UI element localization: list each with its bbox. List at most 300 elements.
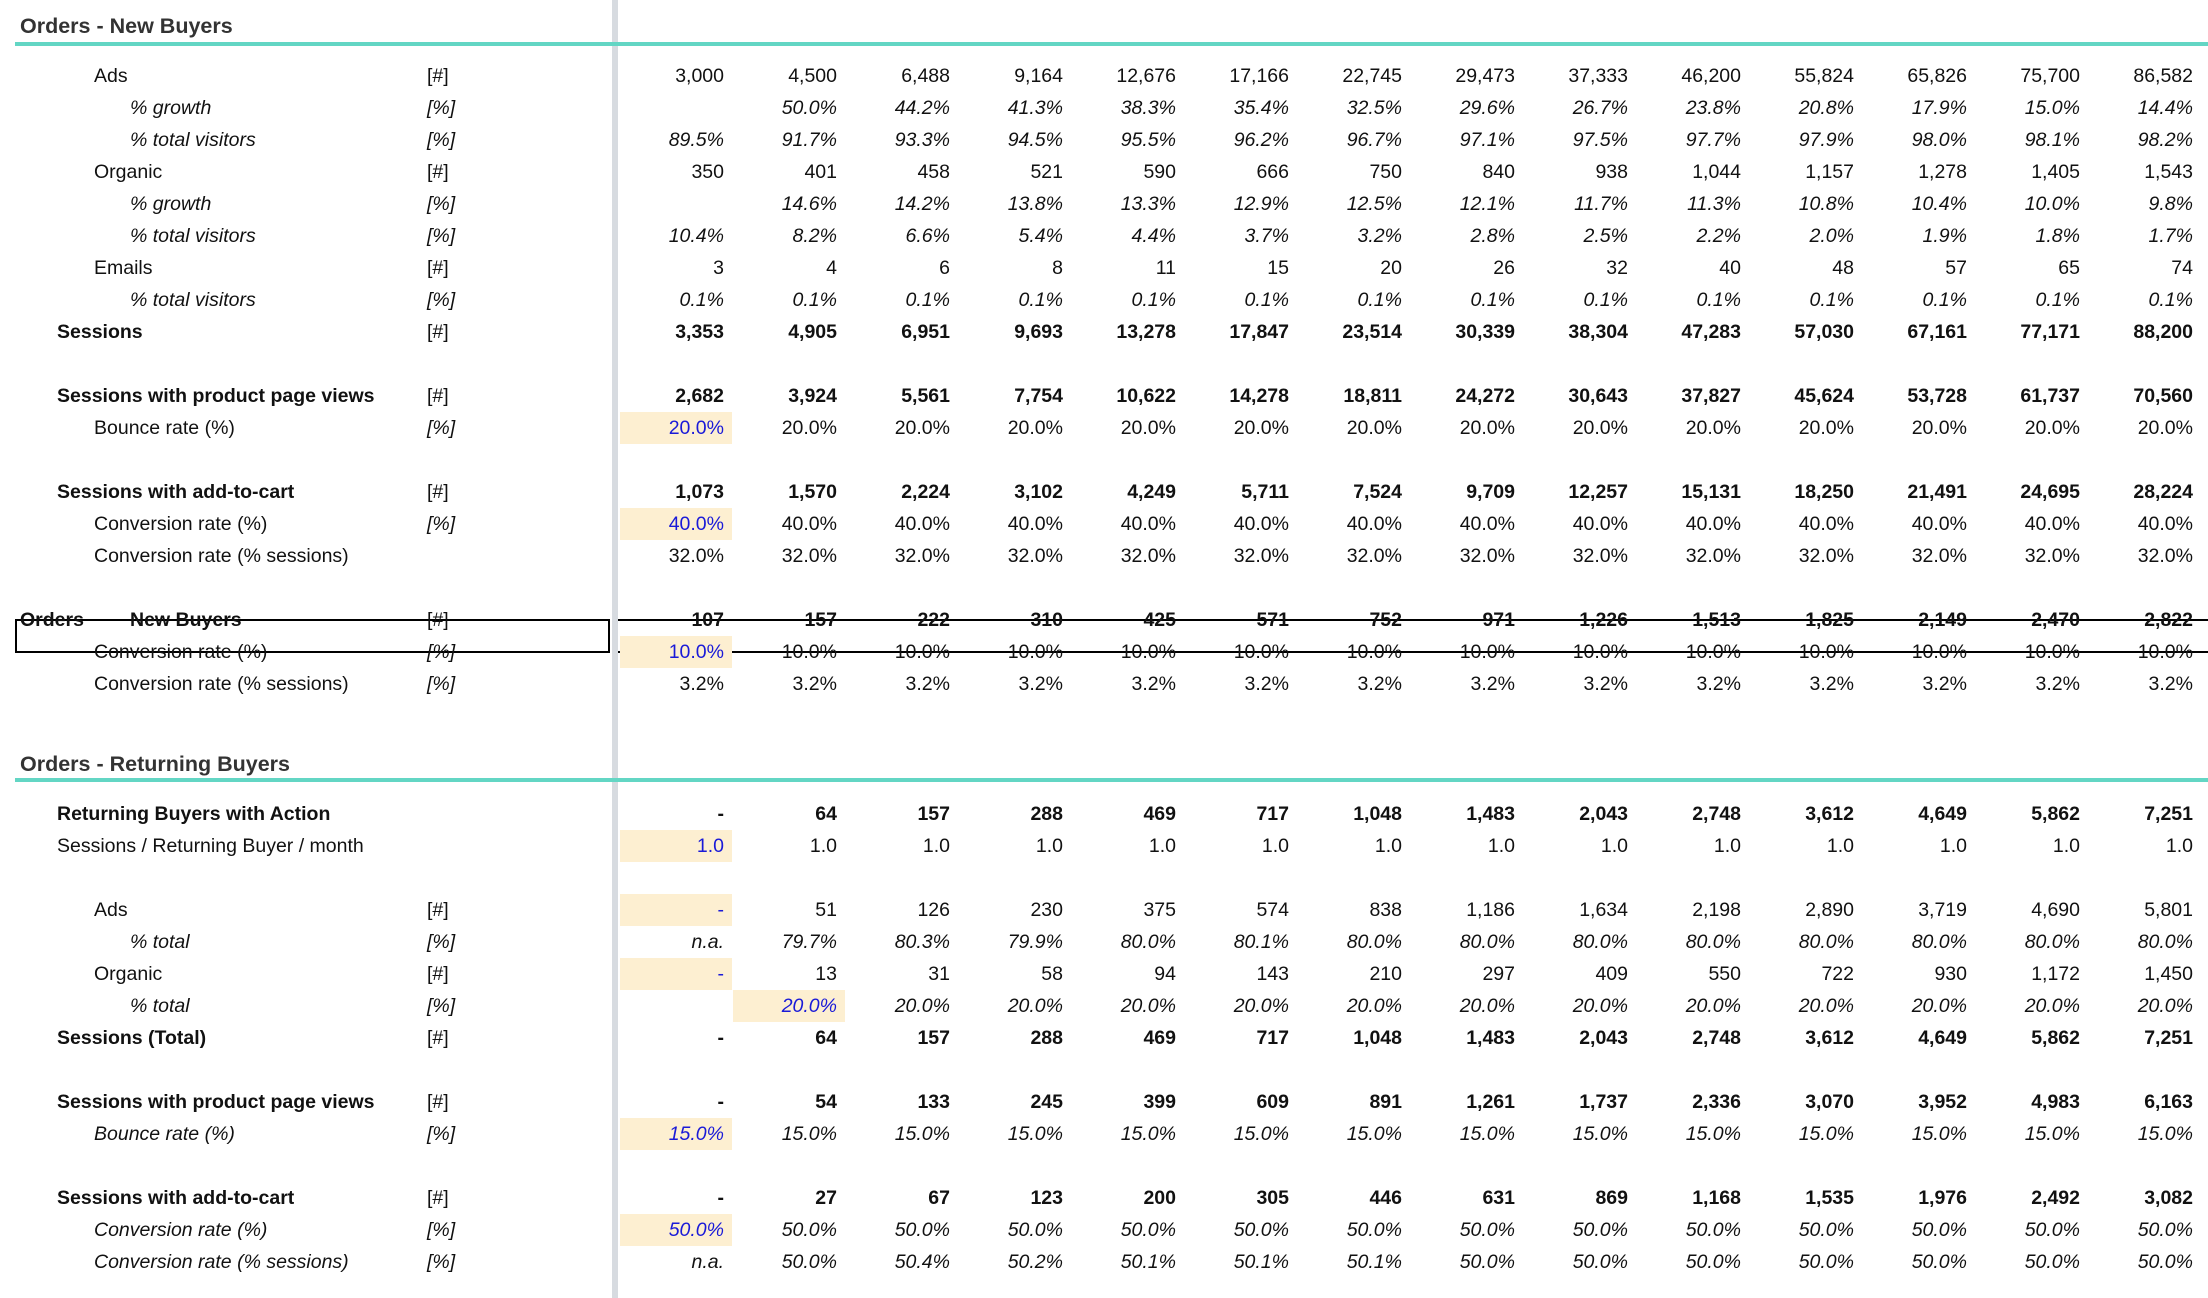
value-cell[interactable]: 1,535	[1805, 1187, 1854, 1209]
value-cell[interactable]: 8.2%	[792, 225, 837, 247]
value-cell[interactable]: -	[717, 1027, 724, 1049]
value-cell[interactable]: 869	[1595, 1187, 1628, 1209]
value-cell[interactable]: 50.0%	[781, 1251, 837, 1273]
value-cell[interactable]: 3,000	[675, 65, 724, 87]
value-cell[interactable]: 2,748	[1692, 803, 1741, 825]
value-cell[interactable]: 15.0%	[1233, 1123, 1289, 1145]
value-cell[interactable]: 3.2%	[1357, 225, 1402, 247]
value-cell[interactable]: 4,649	[1918, 803, 1967, 825]
value-cell[interactable]: 80.0%	[1798, 931, 1854, 953]
value-cell[interactable]: 13.3%	[1120, 193, 1176, 215]
row-unit[interactable]: [%]	[427, 931, 456, 953]
value-cell[interactable]: 20.0%	[894, 995, 950, 1017]
value-cell[interactable]: n.a.	[691, 1251, 724, 1273]
value-cell[interactable]: 2.2%	[1696, 225, 1741, 247]
value-cell[interactable]: 28,224	[2133, 481, 2193, 503]
row-label[interactable]: % total	[130, 931, 190, 953]
value-cell[interactable]: 32.0%	[1007, 545, 1063, 567]
value-cell[interactable]: 50.0%	[1459, 1251, 1515, 1273]
value-cell[interactable]: 40.0%	[2137, 513, 2193, 535]
value-cell[interactable]: 200	[1143, 1187, 1176, 1209]
value-cell[interactable]: 32.0%	[894, 545, 950, 567]
value-cell[interactable]: 10.0%	[2137, 641, 2193, 663]
value-cell[interactable]: 75,700	[2020, 65, 2080, 87]
value-cell[interactable]: 96.2%	[1233, 129, 1289, 151]
value-cell[interactable]: 1,261	[1466, 1091, 1515, 1113]
value-cell[interactable]: 20.0%	[1120, 995, 1176, 1017]
value-cell[interactable]: 3,082	[2144, 1187, 2193, 1209]
value-cell[interactable]: 20.0%	[1798, 417, 1854, 439]
value-cell[interactable]: 1.0	[1939, 835, 1967, 857]
value-cell[interactable]: 32	[1606, 257, 1628, 279]
value-cell[interactable]: 98.1%	[2024, 129, 2080, 151]
value-cell[interactable]: 21,491	[1907, 481, 1967, 503]
value-cell[interactable]: 3,924	[788, 385, 837, 407]
value-cell[interactable]: 1,048	[1353, 803, 1402, 825]
value-cell[interactable]: 29,473	[1455, 65, 1515, 87]
value-cell[interactable]: 79.7%	[781, 931, 837, 953]
row-label[interactable]: Conversion rate (%)	[94, 1219, 268, 1241]
value-cell[interactable]: 123	[1030, 1187, 1063, 1209]
value-cell[interactable]: 752	[1369, 609, 1402, 631]
value-cell[interactable]: 79.9%	[1007, 931, 1063, 953]
value-cell[interactable]: 1.0	[922, 835, 950, 857]
value-cell[interactable]: 15.0%	[1007, 1123, 1063, 1145]
row-label[interactable]: Sessions with product page views	[57, 385, 375, 407]
input-cell[interactable]: -	[620, 894, 732, 926]
value-cell[interactable]: 288	[1030, 803, 1063, 825]
value-cell[interactable]: 50.0%	[1120, 1219, 1176, 1241]
row-label-secondary[interactable]: New Buyers	[130, 609, 242, 631]
value-cell[interactable]: 80.1%	[1233, 931, 1289, 953]
value-cell[interactable]: 0.1%	[1696, 289, 1741, 311]
value-cell[interactable]: 74	[2171, 257, 2193, 279]
row-label[interactable]: % total visitors	[130, 225, 256, 247]
value-cell[interactable]: n.a.	[691, 931, 724, 953]
value-cell[interactable]: 3.2%	[1922, 673, 1967, 695]
value-cell[interactable]: 6,951	[901, 321, 950, 343]
value-cell[interactable]: 50.0%	[1685, 1251, 1741, 1273]
value-cell[interactable]: 0.1%	[679, 289, 724, 311]
value-cell[interactable]: 20.0%	[1007, 995, 1063, 1017]
value-cell[interactable]: 40	[1719, 257, 1741, 279]
value-cell[interactable]: 10.0%	[894, 641, 950, 663]
value-cell[interactable]: 91.7%	[781, 129, 837, 151]
value-cell[interactable]: 23.8%	[1685, 97, 1741, 119]
value-cell[interactable]: 40.0%	[2024, 513, 2080, 535]
value-cell[interactable]	[620, 92, 732, 124]
row-label[interactable]: Organic	[94, 161, 163, 183]
value-cell[interactable]: 40.0%	[894, 513, 950, 535]
value-cell[interactable]: 2.5%	[1583, 225, 1628, 247]
value-cell[interactable]: 5,862	[2031, 803, 2080, 825]
row-unit[interactable]: [%]	[427, 193, 456, 215]
value-cell[interactable]: 409	[1595, 963, 1628, 985]
value-cell[interactable]: 469	[1143, 1027, 1176, 1049]
value-cell[interactable]: 2,198	[1692, 899, 1741, 921]
value-cell[interactable]: 26.7%	[1572, 97, 1628, 119]
value-cell[interactable]: 14,278	[1229, 385, 1289, 407]
value-cell[interactable]: 2.8%	[1470, 225, 1515, 247]
value-cell[interactable]: 50.0%	[1572, 1251, 1628, 1273]
value-cell[interactable]: 24,695	[2020, 481, 2080, 503]
value-cell[interactable]: 1.0	[809, 835, 837, 857]
value-cell[interactable]: 20.0%	[1346, 417, 1402, 439]
value-cell[interactable]: 609	[1256, 1091, 1289, 1113]
value-cell[interactable]: 15.0%	[2137, 1123, 2193, 1145]
value-cell[interactable]: 1,073	[675, 481, 724, 503]
value-cell[interactable]: 4,649	[1918, 1027, 1967, 1049]
value-cell[interactable]: 10.0%	[1911, 641, 1967, 663]
row-unit[interactable]: [%]	[427, 1219, 456, 1241]
value-cell[interactable]: 20.0%	[2024, 417, 2080, 439]
value-cell[interactable]: 3.2%	[905, 673, 950, 695]
value-cell[interactable]: 98.2%	[2137, 129, 2193, 151]
value-cell[interactable]: 12.9%	[1233, 193, 1289, 215]
value-cell[interactable]: 50.0%	[1572, 1219, 1628, 1241]
value-cell[interactable]: 1,825	[1805, 609, 1854, 631]
row-unit[interactable]: [%]	[427, 641, 456, 663]
value-cell[interactable]: 44.2%	[894, 97, 950, 119]
value-cell[interactable]: 96.7%	[1346, 129, 1402, 151]
value-cell[interactable]: 10.0%	[1120, 641, 1176, 663]
value-cell[interactable]: 47,283	[1681, 321, 1741, 343]
value-cell[interactable]: 9.8%	[2148, 193, 2193, 215]
value-cell[interactable]: 2,682	[675, 385, 724, 407]
value-cell[interactable]: 50.4%	[894, 1251, 950, 1273]
value-cell[interactable]: 4,500	[788, 65, 837, 87]
value-cell[interactable]: 13,278	[1116, 321, 1176, 343]
value-cell[interactable]: 15.0%	[1911, 1123, 1967, 1145]
value-cell[interactable]: 938	[1595, 161, 1628, 183]
value-cell[interactable]: 550	[1708, 963, 1741, 985]
value-cell[interactable]: 0.1%	[1244, 289, 1289, 311]
value-cell[interactable]: 143	[1256, 963, 1289, 985]
value-cell[interactable]: 750	[1369, 161, 1402, 183]
value-cell[interactable]: 1,226	[1579, 609, 1628, 631]
value-cell[interactable]: 32.0%	[1459, 545, 1515, 567]
value-cell[interactable]: 5,801	[2144, 899, 2193, 921]
value-cell[interactable]: 32.0%	[1685, 545, 1741, 567]
value-cell[interactable]: 97.1%	[1459, 129, 1515, 151]
value-cell[interactable]: 210	[1369, 963, 1402, 985]
value-cell[interactable]: 717	[1256, 803, 1289, 825]
value-cell[interactable]: 521	[1030, 161, 1063, 183]
row-label[interactable]: % growth	[130, 97, 212, 119]
value-cell[interactable]: 10.0%	[1798, 641, 1854, 663]
value-cell[interactable]: 40.0%	[1911, 513, 1967, 535]
value-cell[interactable]: 3	[713, 257, 724, 279]
value-cell[interactable]: 2,149	[1918, 609, 1967, 631]
value-cell[interactable]: 126	[917, 899, 950, 921]
row-label[interactable]: Conversion rate (% sessions)	[94, 1251, 349, 1273]
value-cell[interactable]: 50.0%	[1233, 1219, 1289, 1241]
value-cell[interactable]: 590	[1143, 161, 1176, 183]
value-cell[interactable]: 20.8%	[1798, 97, 1854, 119]
value-cell[interactable]: 20.0%	[1572, 995, 1628, 1017]
value-cell[interactable]	[620, 990, 732, 1022]
value-cell[interactable]: 2,492	[2031, 1187, 2080, 1209]
value-cell[interactable]: 3,353	[675, 321, 724, 343]
value-cell[interactable]: 1,048	[1353, 1027, 1402, 1049]
value-cell[interactable]: 40.0%	[1120, 513, 1176, 535]
row-label[interactable]: Sessions with product page views	[57, 1091, 375, 1113]
value-cell[interactable]: 1,278	[1918, 161, 1967, 183]
value-cell[interactable]: 1,737	[1579, 1091, 1628, 1113]
value-cell[interactable]: 3,612	[1805, 803, 1854, 825]
input-cell[interactable]: 20.0%	[733, 990, 845, 1022]
value-cell[interactable]	[620, 188, 732, 220]
value-cell[interactable]: 3.2%	[2035, 673, 2080, 695]
value-cell[interactable]: 50.0%	[1911, 1219, 1967, 1241]
row-unit[interactable]: [#]	[427, 899, 449, 921]
value-cell[interactable]: 50.1%	[1120, 1251, 1176, 1273]
row-label[interactable]: Organic	[94, 963, 163, 985]
value-cell[interactable]: 15.0%	[1798, 1123, 1854, 1145]
value-cell[interactable]: 32.0%	[1346, 545, 1402, 567]
value-cell[interactable]: 20.0%	[1120, 417, 1176, 439]
row-label[interactable]: Bounce rate (%)	[94, 1123, 235, 1145]
value-cell[interactable]: 15,131	[1681, 481, 1741, 503]
row-label[interactable]: Sessions with add-to-cart	[57, 481, 295, 503]
row-unit[interactable]	[427, 540, 517, 572]
value-cell[interactable]: 5.4%	[1018, 225, 1063, 247]
value-cell[interactable]: 38.3%	[1120, 97, 1176, 119]
value-cell[interactable]: 65	[2058, 257, 2080, 279]
value-cell[interactable]: 80.0%	[1346, 931, 1402, 953]
value-cell[interactable]: 50.0%	[1459, 1219, 1515, 1241]
value-cell[interactable]: 3,612	[1805, 1027, 1854, 1049]
value-cell[interactable]: 1.0	[1826, 835, 1854, 857]
value-cell[interactable]: 7,754	[1014, 385, 1063, 407]
value-cell[interactable]: 29.6%	[1459, 97, 1515, 119]
value-cell[interactable]: 12,257	[1568, 481, 1628, 503]
value-cell[interactable]: 305	[1256, 1187, 1289, 1209]
value-cell[interactable]: 15.0%	[781, 1123, 837, 1145]
value-cell[interactable]: 97.7%	[1685, 129, 1741, 151]
value-cell[interactable]: 10.0%	[1572, 641, 1628, 663]
value-cell[interactable]: 350	[691, 161, 724, 183]
value-cell[interactable]: 10.0%	[2024, 641, 2080, 663]
value-cell[interactable]: 401	[804, 161, 837, 183]
value-cell[interactable]: 1,172	[2031, 963, 2080, 985]
value-cell[interactable]: 1,405	[2031, 161, 2080, 183]
value-cell[interactable]: 38,304	[1568, 321, 1628, 343]
value-cell[interactable]: 17.9%	[1911, 97, 1967, 119]
value-cell[interactable]: 9,693	[1014, 321, 1063, 343]
value-cell[interactable]: 717	[1256, 1027, 1289, 1049]
value-cell[interactable]: 12,676	[1116, 65, 1176, 87]
value-cell[interactable]: 15.0%	[2024, 1123, 2080, 1145]
value-cell[interactable]: 40.0%	[1572, 513, 1628, 535]
value-cell[interactable]: 13	[815, 963, 837, 985]
row-label[interactable]: Sessions (Total)	[57, 1027, 207, 1049]
value-cell[interactable]: 3,102	[1014, 481, 1063, 503]
row-label[interactable]: Orders	[20, 609, 84, 631]
value-cell[interactable]: 32.0%	[1572, 545, 1628, 567]
value-cell[interactable]: 20.0%	[1346, 995, 1402, 1017]
value-cell[interactable]: 40.0%	[1233, 513, 1289, 535]
value-cell[interactable]: 133	[917, 1091, 950, 1113]
value-cell[interactable]: 40.0%	[1459, 513, 1515, 535]
value-cell[interactable]: 80.0%	[2137, 931, 2193, 953]
input-cell[interactable]: 1.0	[620, 830, 732, 862]
value-cell[interactable]: 14.6%	[781, 193, 837, 215]
value-cell[interactable]: 15.0%	[894, 1123, 950, 1145]
value-cell[interactable]: 80.0%	[2024, 931, 2080, 953]
value-cell[interactable]: 67,161	[1907, 321, 1967, 343]
value-cell[interactable]: 157	[917, 803, 950, 825]
value-cell[interactable]: 1,570	[788, 481, 837, 503]
value-cell[interactable]: 55,824	[1794, 65, 1854, 87]
value-cell[interactable]: 297	[1482, 963, 1515, 985]
value-cell[interactable]: 20.0%	[2137, 995, 2193, 1017]
value-cell[interactable]: 3.2%	[792, 673, 837, 695]
value-cell[interactable]: 86,582	[2133, 65, 2193, 87]
value-cell[interactable]: 41.3%	[1007, 97, 1063, 119]
value-cell[interactable]: 230	[1030, 899, 1063, 921]
row-label[interactable]: % total visitors	[130, 289, 256, 311]
value-cell[interactable]: 20.0%	[1798, 995, 1854, 1017]
value-cell[interactable]: 1.0	[1487, 835, 1515, 857]
value-cell[interactable]: 18,250	[1794, 481, 1854, 503]
value-cell[interactable]: 48	[1832, 257, 1854, 279]
value-cell[interactable]: 32.0%	[668, 545, 724, 567]
value-cell[interactable]: 17,166	[1229, 65, 1289, 87]
value-cell[interactable]: 375	[1143, 899, 1176, 921]
value-cell[interactable]: 50.1%	[1346, 1251, 1402, 1273]
value-cell[interactable]: 6,163	[2144, 1091, 2193, 1113]
value-cell[interactable]: 11	[1155, 257, 1176, 279]
value-cell[interactable]: 2,336	[1692, 1091, 1741, 1113]
value-cell[interactable]: 40.0%	[1007, 513, 1063, 535]
value-cell[interactable]: 9,164	[1014, 65, 1063, 87]
value-cell[interactable]: 722	[1821, 963, 1854, 985]
value-cell[interactable]: 2,224	[901, 481, 950, 503]
value-cell[interactable]: 2,822	[2144, 609, 2193, 631]
value-cell[interactable]: 94	[1154, 963, 1176, 985]
row-unit[interactable]: [#]	[427, 65, 449, 87]
value-cell[interactable]: 0.1%	[1357, 289, 1402, 311]
value-cell[interactable]: 64	[815, 1027, 837, 1049]
value-cell[interactable]: 50.0%	[1007, 1219, 1063, 1241]
row-unit[interactable]: [%]	[427, 673, 456, 695]
value-cell[interactable]: 50.0%	[2137, 1251, 2193, 1273]
value-cell[interactable]: 1,168	[1692, 1187, 1741, 1209]
row-label[interactable]: Conversion rate (%)	[94, 641, 268, 663]
value-cell[interactable]: 288	[1030, 1027, 1063, 1049]
value-cell[interactable]: 11.7%	[1574, 193, 1628, 215]
value-cell[interactable]: 2,890	[1805, 899, 1854, 921]
input-cell[interactable]: 15.0%	[620, 1118, 732, 1150]
value-cell[interactable]: 40.0%	[1346, 513, 1402, 535]
value-cell[interactable]: 10.0%	[2024, 193, 2080, 215]
value-cell[interactable]: 14.2%	[894, 193, 950, 215]
value-cell[interactable]: 838	[1369, 899, 1402, 921]
row-label[interactable]: Sessions with add-to-cart	[57, 1187, 295, 1209]
value-cell[interactable]: -	[717, 1091, 724, 1113]
value-cell[interactable]: 20.0%	[2137, 417, 2193, 439]
value-cell[interactable]: 1,157	[1805, 161, 1854, 183]
value-cell[interactable]: 1.0	[1148, 835, 1176, 857]
value-cell[interactable]: 30,339	[1455, 321, 1515, 343]
value-cell[interactable]: 1.8%	[2035, 225, 2080, 247]
value-cell[interactable]: 50.0%	[2137, 1219, 2193, 1241]
value-cell[interactable]: 51	[815, 899, 837, 921]
row-unit[interactable]: [%]	[427, 417, 456, 439]
value-cell[interactable]: 12.5%	[1346, 193, 1402, 215]
value-cell[interactable]: 5,711	[1241, 481, 1289, 503]
value-cell[interactable]: 2,470	[2031, 609, 2080, 631]
value-cell[interactable]: 20.0%	[1233, 417, 1289, 439]
value-cell[interactable]: 0.1%	[1583, 289, 1628, 311]
value-cell[interactable]: 20.0%	[1459, 995, 1515, 1017]
row-unit[interactable]: [%]	[427, 225, 456, 247]
value-cell[interactable]: 20.0%	[1911, 995, 1967, 1017]
value-cell[interactable]: 37,333	[1568, 65, 1628, 87]
value-cell[interactable]: 1,976	[1918, 1187, 1967, 1209]
value-cell[interactable]: 97.9%	[1798, 129, 1854, 151]
value-cell[interactable]: 32.0%	[1798, 545, 1854, 567]
value-cell[interactable]: 17,847	[1229, 321, 1289, 343]
value-cell[interactable]: 1.0	[1035, 835, 1063, 857]
value-cell[interactable]: 50.0%	[2024, 1219, 2080, 1241]
value-cell[interactable]: 70,560	[2133, 385, 2193, 407]
value-cell[interactable]: 45,624	[1794, 385, 1854, 407]
value-cell[interactable]: 27	[815, 1187, 837, 1209]
value-cell[interactable]: 1,450	[2144, 963, 2193, 985]
value-cell[interactable]: 22,745	[1342, 65, 1402, 87]
value-cell[interactable]: 98.0%	[1911, 129, 1967, 151]
value-cell[interactable]: 0.1%	[1470, 289, 1515, 311]
row-unit[interactable]: [#]	[427, 321, 449, 343]
value-cell[interactable]: 840	[1482, 161, 1515, 183]
value-cell[interactable]: 35.4%	[1233, 97, 1289, 119]
value-cell[interactable]: 1,483	[1466, 803, 1515, 825]
value-cell[interactable]: 1,044	[1692, 161, 1741, 183]
value-cell[interactable]: 3,070	[1805, 1091, 1854, 1113]
value-cell[interactable]: 2.0%	[1809, 225, 1854, 247]
value-cell[interactable]: 94.5%	[1007, 129, 1063, 151]
value-cell[interactable]: 15.0%	[1572, 1123, 1628, 1145]
value-cell[interactable]: 10.0%	[1346, 641, 1402, 663]
value-cell[interactable]: 666	[1256, 161, 1289, 183]
value-cell[interactable]: 61,737	[2020, 385, 2080, 407]
value-cell[interactable]: 5,862	[2031, 1027, 2080, 1049]
value-cell[interactable]: 32.0%	[1120, 545, 1176, 567]
value-cell[interactable]: 30,643	[1568, 385, 1628, 407]
value-cell[interactable]: -	[717, 803, 724, 825]
value-cell[interactable]: 20.0%	[1572, 417, 1628, 439]
value-cell[interactable]: 24,272	[1455, 385, 1515, 407]
value-cell[interactable]: 80.0%	[1572, 931, 1628, 953]
value-cell[interactable]: 15.0%	[1346, 1123, 1402, 1145]
input-cell[interactable]: 40.0%	[620, 508, 732, 540]
value-cell[interactable]: 6,488	[901, 65, 950, 87]
value-cell[interactable]: 32.0%	[1233, 545, 1289, 567]
value-cell[interactable]: 3.2%	[1018, 673, 1063, 695]
value-cell[interactable]: 11.3%	[1687, 193, 1741, 215]
value-cell[interactable]: 40.0%	[1685, 513, 1741, 535]
row-label[interactable]: Conversion rate (% sessions)	[94, 545, 349, 567]
row-label[interactable]: Ads	[94, 899, 128, 921]
value-cell[interactable]: 20.0%	[1685, 995, 1741, 1017]
value-cell[interactable]: 20.0%	[1233, 995, 1289, 1017]
value-cell[interactable]: 3.2%	[1357, 673, 1402, 695]
value-cell[interactable]: 80.3%	[894, 931, 950, 953]
row-label[interactable]: % total	[130, 995, 190, 1017]
value-cell[interactable]: 88,200	[2133, 321, 2193, 343]
